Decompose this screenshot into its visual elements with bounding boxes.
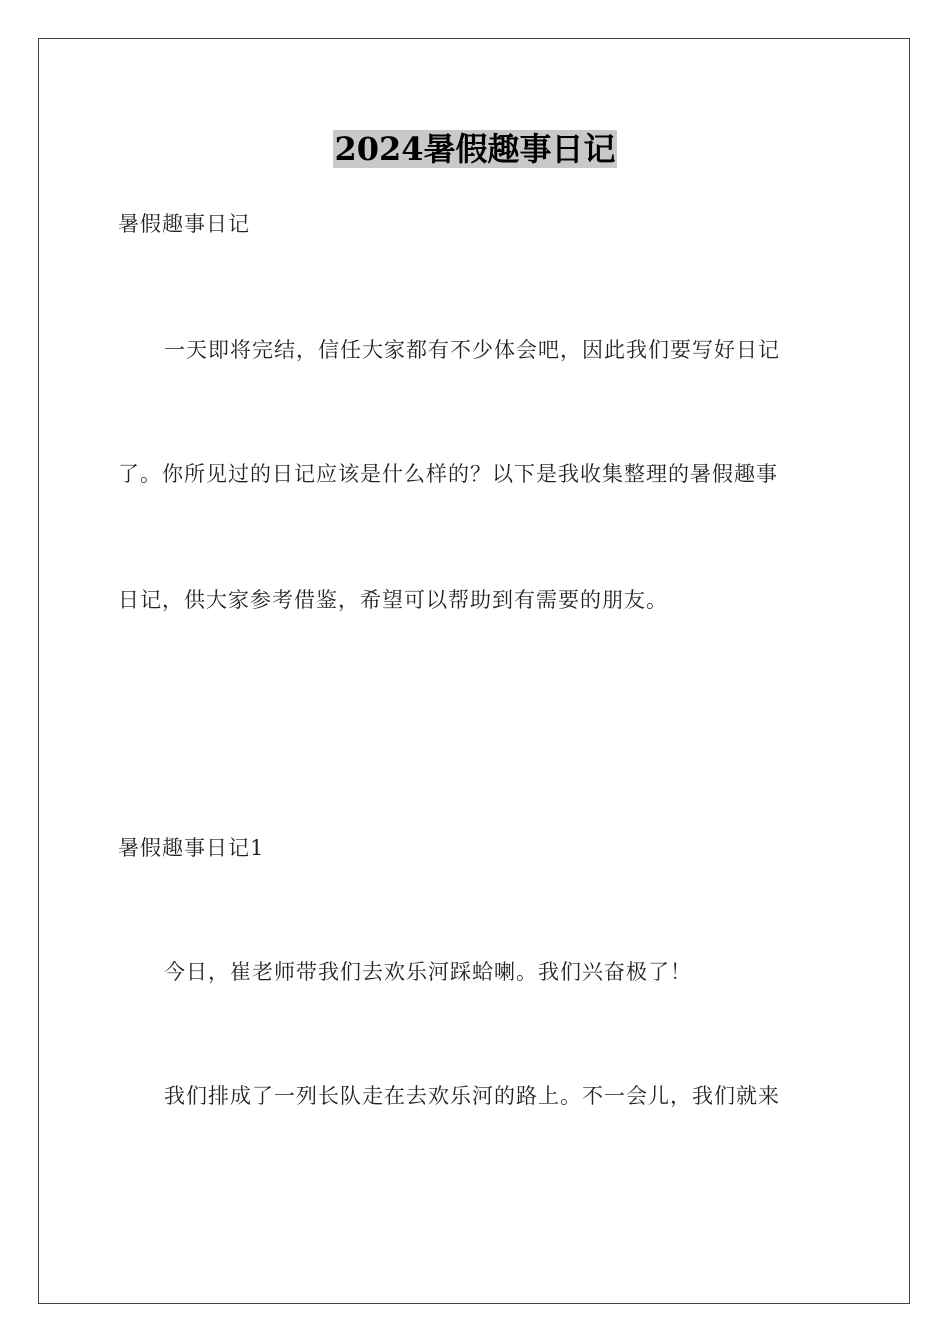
section-paragraph-line-1: 今日，崔老师带我们去欢乐河踩蛤喇。我们兴奋极了！ bbox=[164, 960, 692, 984]
section-paragraph-line-2: 我们排成了一列长队走在去欢乐河的路上。不一会儿，我们就来 bbox=[164, 1084, 780, 1108]
section-heading: 暑假趣事日记1 bbox=[118, 836, 265, 860]
intro-line-2: 了。你所见过的日记应该是什么样的？以下是我收集整理的暑假趣事 bbox=[118, 462, 778, 486]
intro-line-1: 一天即将完结，信任大家都有不少体会吧，因此我们要写好日记 bbox=[164, 338, 780, 362]
document-title-text: 2024暑假趣事日记 bbox=[334, 130, 616, 168]
subtitle: 暑假趣事日记 bbox=[118, 212, 250, 236]
intro-line-3: 日记，供大家参考借鉴，希望可以帮助到有需要的朋友。 bbox=[118, 588, 668, 612]
document-title bbox=[0, 128, 950, 170]
